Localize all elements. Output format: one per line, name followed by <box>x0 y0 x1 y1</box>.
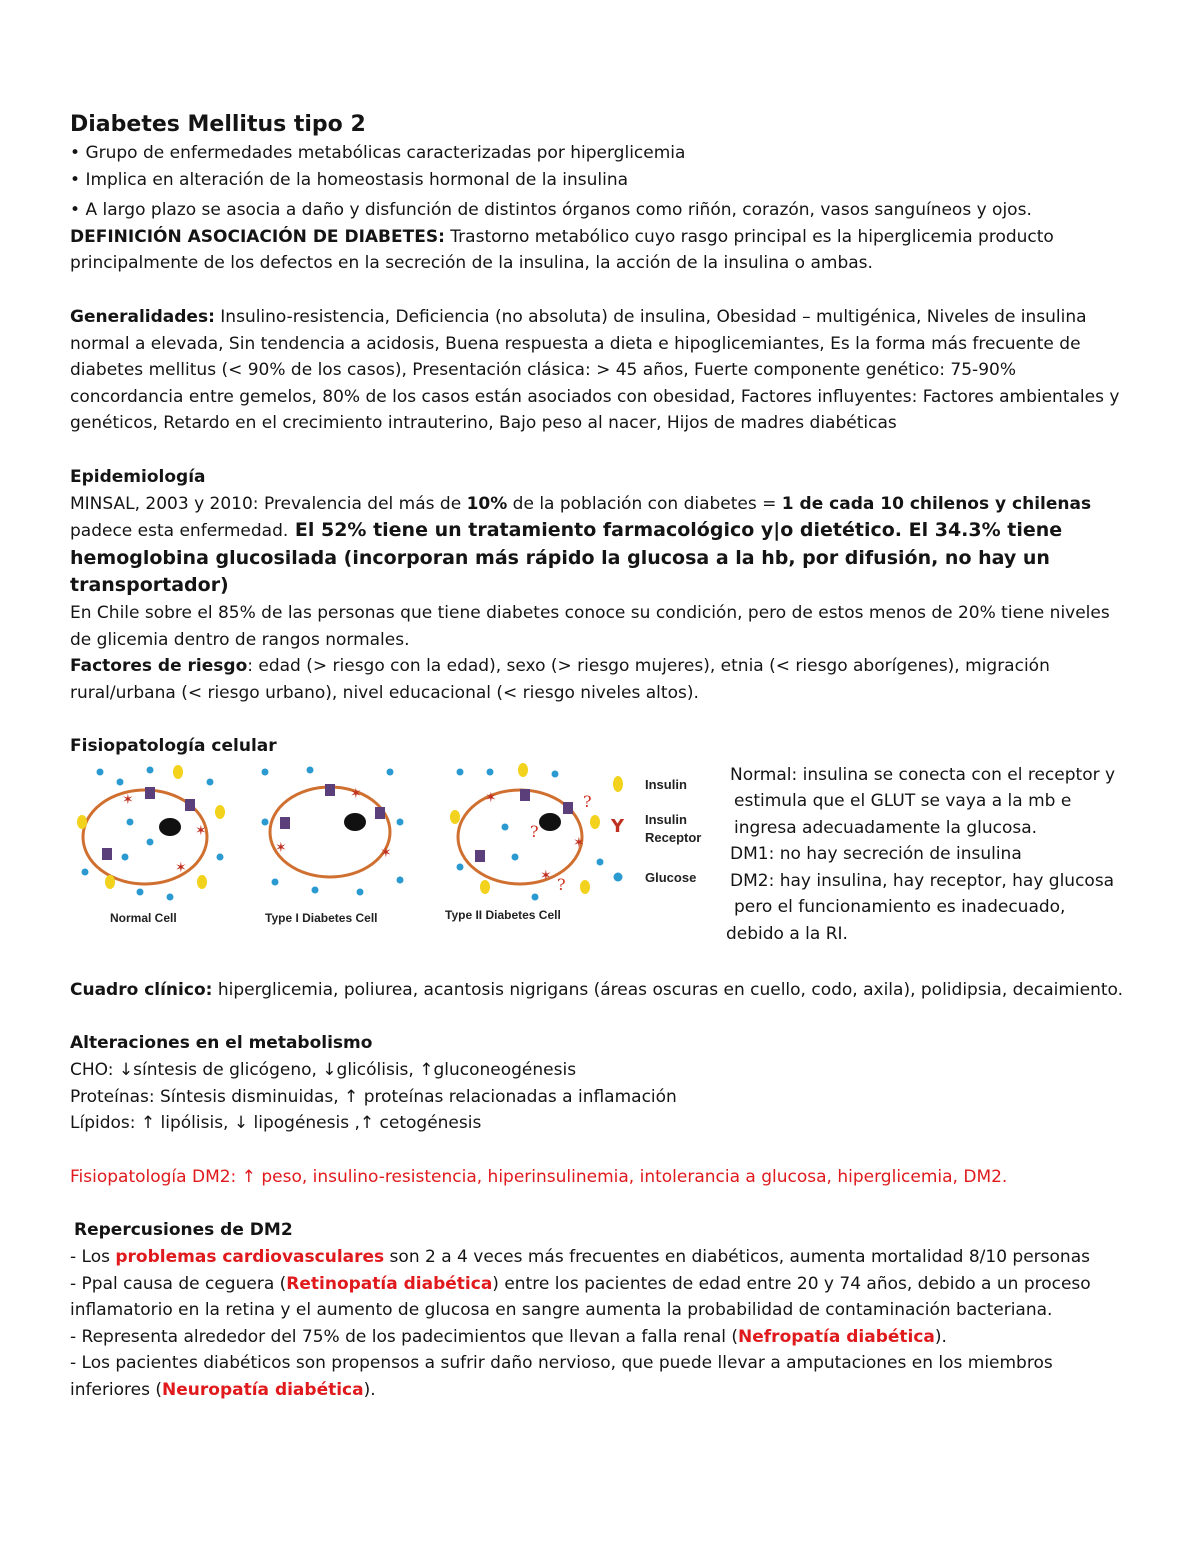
cell-diagram <box>70 762 710 932</box>
epidemiologia-paragraph <box>70 491 1130 600</box>
repercusion-item <box>70 1271 1130 1324</box>
metabolismo-line: Proteínas: Síntesis disminuidas, ↑ proteínas relacionadas a inflamación <box>70 1086 677 1107</box>
metabolismo-heading <box>70 1030 1130 1057</box>
svg-text:?: ? <box>583 791 592 811</box>
rep-text: ). <box>363 1380 376 1400</box>
generalidades-label: Generalidades: <box>70 306 215 327</box>
generalidades-text: Insulino-resistencia, Deficiencia (no absoluta) de insulina, Obesidad – multigénica, Niveles de insulina normal a elevada, Sin tendencia a acidosis, Buena respuesta a dieta e hipoglicemiantes, Es la forma más frecuente de diabetes mellitus (< 90% de los casos), Presentación clásica: > 45 años, Fuerte componente genético: 75-90% concordancia entre gemelos, 80% de los casos están asociados con obesidad, Factores influyentes: Factores ambientales y genéticos, Retardo en el crecimiento intrauterino, Bajo peso al nacer, Hijos de madres diabéticas <box>70 306 1120 434</box>
repercusion-item <box>70 1324 1130 1351</box>
repercusiones-heading <box>70 1217 1130 1244</box>
metabolismo-heading-text: Alteraciones en el metabolismo <box>70 1033 373 1054</box>
note-line: Normal: insulina se conecta con el receptor y <box>730 764 1116 785</box>
metabolismo-line: Lípidos: ↑ lipólisis, ↓ lipogénesis ,↑ cetogénesis <box>70 1113 482 1134</box>
rep-highlight: Retinopatía diabética <box>286 1273 493 1294</box>
fisio-dm2-line: Fisiopatología DM2: ↑ peso, insulino-resistencia, hiperinsulinemia, intolerancia a glucosa, hiperglicemia, DM2. <box>70 1166 1008 1187</box>
legend-insulin-receptor-2: Receptor <box>645 829 702 845</box>
rep-highlight: problemas cardiovasculares <box>115 1247 385 1268</box>
svg-text:✶: ✶ <box>485 789 497 806</box>
cuadro-label: Cuadro clínico: <box>70 979 213 1000</box>
fisiopatologia-heading-text: Fisiopatología celular <box>70 736 277 757</box>
type2-cell-label: Type II Diabetes Cell <box>445 907 561 922</box>
svg-text:✶: ✶ <box>540 867 552 884</box>
rep-text: ) entre los pacientes de edad entre 20 y 74 años, debido a un proceso inflamatorio en la retina y el aumento de glucosa en sangre aumenta la probabilidad de contaminación bacteriana. <box>70 1273 1091 1321</box>
riesgo-text: : edad (> riesgo con la edad), sexo (> riesgo mujeres), etnia (< riesgo aborígenes), migración rural/urbana (< riesgo urbano), nivel educacional (< riesgo niveles altos). <box>70 656 1050 703</box>
page-title: Diabetes Mellitus tipo 2 <box>70 112 366 137</box>
figure-legend <box>610 776 701 885</box>
type1-cell <box>262 766 404 925</box>
svg-text:✶: ✶ <box>350 785 362 802</box>
svg-text:?: ? <box>530 821 539 841</box>
epi-bold: 1 de cada 10 chilenos y chilenas <box>781 493 1092 514</box>
note-line: DM2: hay insulina, hay receptor, hay glucosa <box>730 870 1115 891</box>
cuadro-text: hiperglicemia, poliurea, acantosis nigrigans (áreas oscuras en cuello, codo, axila), polidipsia, decaimiento. <box>212 979 1124 1000</box>
rep-highlight: Nefropatía diabética <box>738 1326 935 1347</box>
rep-text: ). <box>934 1326 947 1347</box>
fisiopatologia-heading <box>70 733 1130 760</box>
legend-glucose: Glucose <box>645 869 697 885</box>
epidemiologia-paragraph-2: En Chile sobre el 85% de las personas que tiene diabetes conoce su condición, pero de estos menos de 20% tiene niveles de glicemia dentro de rangos normales. <box>70 602 1110 650</box>
definition-text: Trastorno metabólico cuyo rasgo principal es la hiperglicemia producto principalmente de los defectos en la secreción de la insulina, la acción de la insulina o ambas. <box>70 226 1054 274</box>
bullet-item: • Implica en alteración de la homeostasis hormonal de la insulina <box>70 167 1130 194</box>
epi-text: de la población con diabetes = <box>507 493 782 514</box>
svg-text:✶: ✶ <box>573 834 585 851</box>
repercusion-item <box>70 1350 1130 1403</box>
legend-insulin: Insulin <box>645 776 687 792</box>
epi-big: El 52% tiene un tratamiento farmacológico y|o dietético. El 34.3% tiene hemoglobina glucosilada (incorporan más rápido la glucosa a la hb, por difusión, no hay un transportador) <box>70 519 1063 597</box>
epi-text: padece esta enfermedad. <box>70 521 289 542</box>
generalidades-paragraph <box>70 304 1130 437</box>
note-line: ingresa adecuadamente la glucosa. <box>734 817 1038 838</box>
figure-notes <box>726 762 1150 948</box>
normal-cell-label: Normal Cell <box>110 910 177 925</box>
note-line: pero el funcionamiento es inadecuado, <box>734 897 1066 918</box>
definition-label: DEFINICIÓN ASOCIACIÓN DE DIABETES: <box>70 226 445 247</box>
rep-text: - Representa alrededor del 75% de los padecimientos que llevan a falla renal ( <box>70 1326 739 1347</box>
epidemiologia-heading <box>70 464 1130 491</box>
document-page <box>70 110 1130 1404</box>
type2-cell <box>445 763 604 922</box>
rep-text: - Ppal causa de ceguera ( <box>70 1273 287 1294</box>
rep-text: son 2 a 4 veces más frecuentes en diabéticos, aumenta mortalidad 8/10 personas <box>384 1247 1090 1268</box>
svg-text:✶: ✶ <box>275 839 287 856</box>
glucose-icon <box>614 872 623 881</box>
bullet-item: • Grupo de enfermedades metabólicas caracterizadas por hiperglicemia <box>70 140 1130 167</box>
note-line: estimula que el GLUT se vaya a la mb e <box>734 791 1072 812</box>
insulin-icon <box>613 776 623 792</box>
rep-highlight: Neuropatía diabética <box>162 1380 364 1400</box>
rep-text: - Los <box>70 1247 116 1268</box>
repercusiones-heading-text: Repercusiones de DM2 <box>74 1220 293 1241</box>
riesgo-label: Factores de riesgo <box>70 656 248 677</box>
epi-text: MINSAL, 2003 y 2010: Prevalencia del más de <box>70 493 467 514</box>
legend-insulin-receptor-1: Insulin <box>645 811 687 827</box>
svg-text:?: ? <box>557 874 566 894</box>
metabolismo-line: CHO: ↓síntesis de glicógeno, ↓glicólisis, ↑gluconeogénesis <box>70 1060 577 1081</box>
figure-row <box>70 762 1130 977</box>
note-line: debido a la RI. <box>726 923 848 944</box>
normal-cell <box>77 765 225 925</box>
cuadro-paragraph <box>70 977 1130 1004</box>
svg-text:✶: ✶ <box>122 791 134 808</box>
rep-text: - Los pacientes diabéticos son propensos a sufrir daño nervioso, que puede llevar a amputaciones en los miembros inferiores ( <box>70 1353 1053 1400</box>
svg-text:✶: ✶ <box>175 859 187 876</box>
riesgo-paragraph <box>70 653 1130 706</box>
epidemiologia-heading-text: Epidemiología <box>70 466 206 487</box>
receptor-icon: Y <box>611 815 625 837</box>
bullet-item: • A largo plazo se asocia a daño y disfunción de distintos órganos como riñón, corazón, vasos sanguíneos y ojos. <box>70 197 1130 224</box>
type1-cell-label: Type I Diabetes Cell <box>265 910 378 925</box>
epi-bold: 10% <box>466 493 508 514</box>
repercusion-item <box>70 1244 1130 1271</box>
note-line: DM1: no hay secreción de insulina <box>730 844 1022 865</box>
svg-text:✶: ✶ <box>380 844 392 861</box>
svg-text:✶: ✶ <box>195 822 207 839</box>
definition-paragraph <box>70 224 1130 277</box>
